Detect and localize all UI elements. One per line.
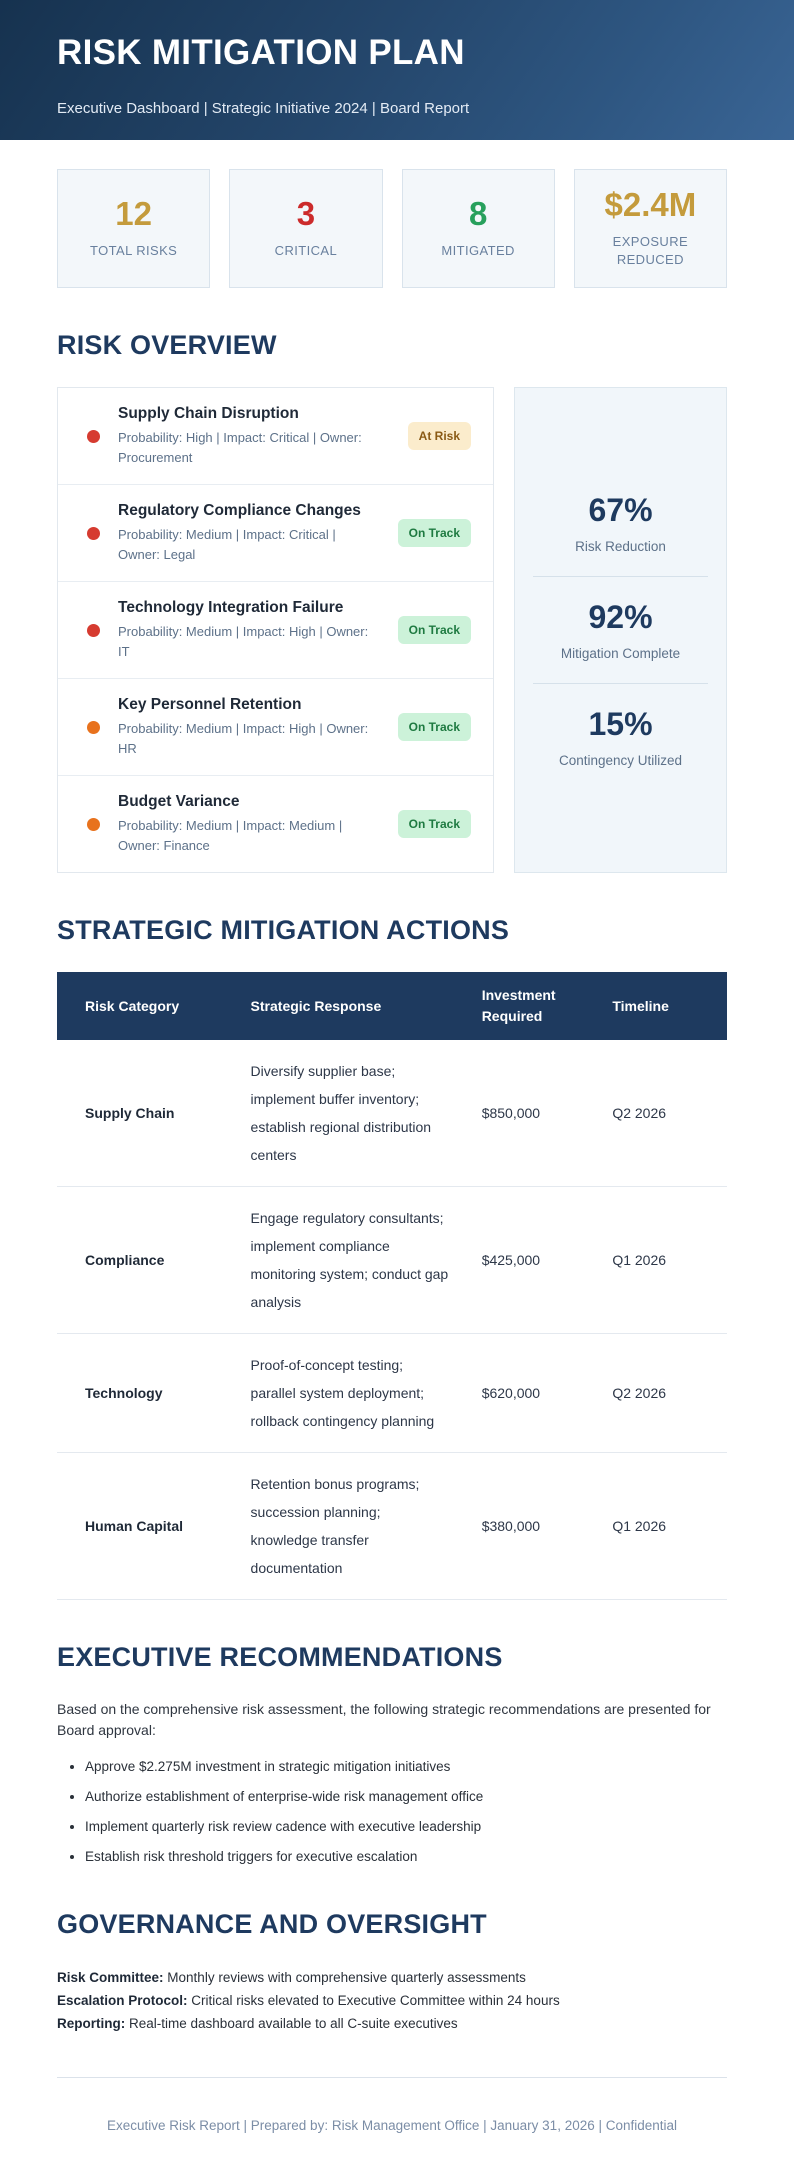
governance-lines — [57, 1966, 727, 2036]
risk-overview-section — [57, 387, 727, 873]
cell-response: Retention bonus programs; succession planning; knowledge transfer documentation — [235, 1453, 466, 1600]
recommendation-item: • Establish risk threshold triggers for executive escalation — [85, 1848, 727, 1867]
column-header-strategic-response: Strategic Response — [235, 972, 466, 1040]
risk-meta: Probability: Medium | Impact: High | Owner: IT — [118, 624, 369, 659]
cell-investment: $620,000 — [466, 1334, 597, 1453]
cell-category: Compliance — [57, 1187, 235, 1334]
stat-value: 8 — [468, 195, 488, 233]
table-row — [57, 1040, 727, 1187]
status-badge: On Track — [398, 616, 471, 644]
recommendations-intro: Based on the comprehensive risk assessment, the following strategic recommendations are presented for Board approval: — [57, 1701, 711, 1738]
metrics-panel — [514, 387, 727, 873]
stat-card — [574, 169, 727, 288]
risk-title: Key Personnel Retention — [118, 696, 302, 713]
table-row — [57, 1187, 727, 1334]
column-header-timeline: Timeline — [596, 972, 727, 1040]
risk-meta: Probability: High | Impact: Critical | Owner: Procurement — [118, 430, 362, 465]
metric-value: 15% — [588, 706, 653, 742]
status-badge: At Risk — [408, 422, 471, 450]
governance-line — [57, 1966, 727, 1989]
status-badge: On Track — [398, 713, 471, 741]
cell-investment: $425,000 — [466, 1187, 597, 1334]
cell-timeline: Q1 2026 — [596, 1453, 727, 1600]
report-body — [57, 169, 727, 2163]
recommendation-item: • Approve $2.275M investment in strategic mitigation initiatives — [85, 1758, 727, 1777]
governance-heading: GOVERNANCE AND OVERSIGHT — [57, 1908, 487, 1939]
governance-label: Reporting: — [57, 2016, 126, 2031]
risk-text — [118, 502, 380, 564]
metric-value: 92% — [588, 599, 653, 635]
cell-category: Technology — [57, 1334, 235, 1453]
governance-label: Escalation Protocol: — [57, 1992, 188, 2008]
risk-text — [118, 405, 390, 467]
cell-category: Supply Chain — [57, 1040, 235, 1187]
risk-item — [58, 679, 493, 776]
risk-list — [57, 387, 494, 873]
status-badge: On Track — [398, 519, 471, 547]
risk-title: Regulatory Compliance Changes — [118, 502, 361, 519]
recommendation-item: • Authorize establishment of enterprise-wide risk management office — [85, 1788, 727, 1807]
cell-response: Diversify supplier base; implement buffer inventory; establish regional distribution centers — [235, 1040, 466, 1187]
stat-label: TOTAL RISKS — [90, 243, 178, 259]
metric-label: Risk Reduction — [575, 539, 666, 554]
governance-label: Risk Committee: — [57, 1969, 164, 1985]
actions-table-body — [57, 1040, 727, 1600]
report-footer — [57, 2077, 727, 2163]
risk-meta: Probability: Medium | Impact: Critical | Owner: Legal — [118, 527, 336, 562]
report-header — [0, 0, 794, 140]
stats-row — [57, 169, 727, 288]
page-title: RISK MITIGATION PLAN — [57, 33, 465, 72]
cell-investment: $380,000 — [466, 1453, 597, 1600]
cell-investment: $850,000 — [466, 1040, 597, 1187]
risk-meta: Probability: Medium | Impact: Medium | Owner: Finance — [118, 818, 343, 853]
cell-category: Human Capital — [57, 1453, 235, 1600]
severity-dot-icon — [87, 721, 100, 734]
risk-text — [118, 696, 380, 758]
governance-line — [57, 2012, 727, 2035]
governance-text: Monthly reviews with comprehensive quarterly assessments — [167, 1969, 526, 1985]
metric-label: Contingency Utilized — [558, 753, 683, 768]
status-badge: On Track — [398, 810, 471, 838]
actions-table — [57, 972, 727, 1600]
stat-label: EXPOSURE REDUCED — [612, 234, 689, 267]
severity-dot-icon — [87, 624, 100, 637]
severity-dot-icon — [87, 430, 100, 443]
severity-dot-icon — [87, 818, 100, 831]
stat-card — [57, 169, 210, 288]
risk-item — [58, 388, 493, 485]
metric — [533, 577, 708, 684]
stat-card — [229, 169, 382, 288]
column-header-investment-required: Investment Required — [466, 972, 597, 1040]
governance-line — [57, 1989, 727, 2012]
actions-heading: STRATEGIC MITIGATION ACTIONS — [57, 915, 510, 945]
page-subtitle: Executive Dashboard | Strategic Initiative 2024 | Board Report — [57, 100, 470, 117]
recommendations-heading: EXECUTIVE RECOMMENDATIONS — [57, 1642, 503, 1672]
stat-card — [402, 169, 555, 288]
cell-timeline: Q1 2026 — [596, 1187, 727, 1334]
risk-item — [58, 776, 493, 872]
stat-value: 12 — [115, 195, 152, 233]
stat-label: CRITICAL — [274, 243, 338, 259]
metric-label: Mitigation Complete — [560, 646, 681, 661]
risk-item — [58, 582, 493, 679]
risk-overview-heading: RISK OVERVIEW — [57, 330, 277, 360]
table-header-row — [57, 972, 727, 1040]
governance-text: Critical risks elevated to Executive Committee within 24 hours — [191, 1992, 560, 2008]
recommendations-list — [85, 1758, 727, 1867]
cell-response: Engage regulatory consultants; implement compliance monitoring system; conduct gap analysis — [235, 1187, 466, 1334]
stat-value: $2.4M — [604, 186, 697, 224]
risk-title: Technology Integration Failure — [118, 599, 344, 616]
metric-value: 67% — [588, 492, 653, 528]
risk-title: Budget Variance — [118, 793, 240, 810]
risk-title: Supply Chain Disruption — [118, 405, 299, 422]
governance-text: Real-time dashboard available to all C-suite executives — [129, 2016, 458, 2031]
stat-label: MITIGATED — [441, 243, 515, 259]
metric — [533, 470, 708, 577]
severity-dot-icon — [87, 527, 100, 540]
cell-response: Proof-of-concept testing; parallel system deployment; rollback contingency planning — [235, 1334, 466, 1453]
risk-text — [118, 793, 380, 855]
cell-timeline: Q2 2026 — [596, 1334, 727, 1453]
column-header-risk-category: Risk Category — [57, 972, 235, 1040]
stat-value: 3 — [296, 195, 316, 233]
risk-item — [58, 485, 493, 582]
table-row — [57, 1334, 727, 1453]
recommendation-item: • Implement quarterly risk review cadence with executive leadership — [85, 1818, 727, 1837]
table-row — [57, 1453, 727, 1600]
metric — [533, 684, 708, 790]
risk-meta: Probability: Medium | Impact: High | Owner: HR — [118, 721, 369, 756]
cell-timeline: Q2 2026 — [596, 1040, 727, 1187]
footer-text: Executive Risk Report | Prepared by: Risk Management Office | January 31, 2026 | Confidential — [106, 2118, 678, 2134]
risk-text — [118, 599, 380, 661]
